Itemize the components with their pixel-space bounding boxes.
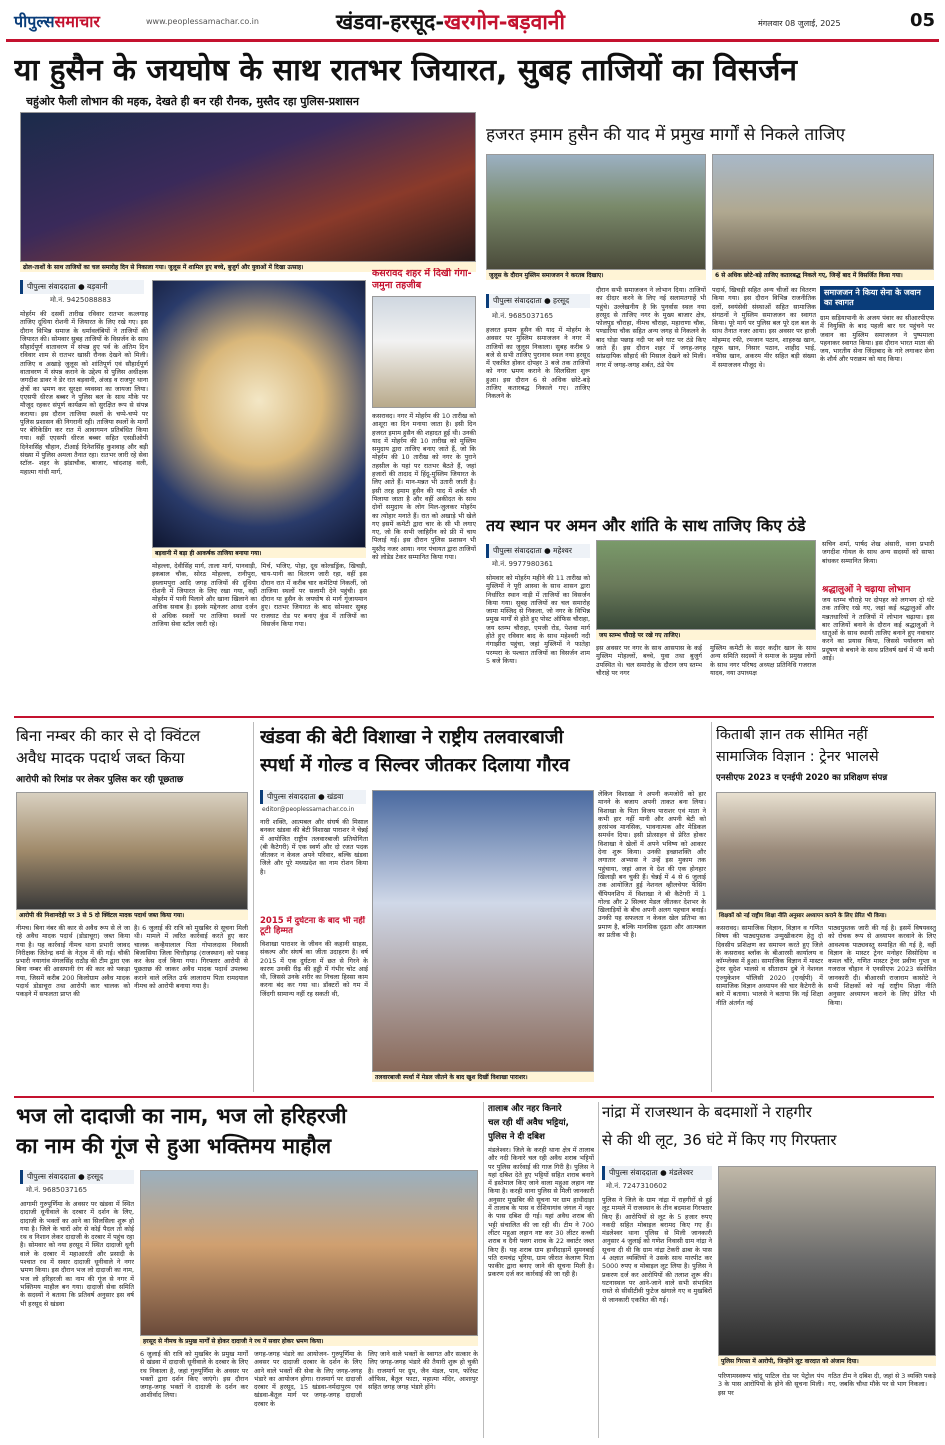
trainer-seminar-photo — [716, 792, 936, 910]
trainer-body-1: कसरावद। सामाजिक विज्ञान, विज्ञान व गणित विषय की पाठ्यपुस्तक उन्मुखीकरण हेतु दो दिवसीय प्रशिक्षण का समापन करते हुए जिले के कसरावद ब्लॉक के बीआरसी कार्यालय व कॉम्प्लेक्स में हुआ। सामाजिक विज्ञान में मास्टर ट्रेनर सुदेश भालसे व सीताराम दुबे ने नेशनल एज्युकेशन पॉलिसी 2020 (एनईपी) में सामाजिक विज्ञान अध्यापन की चार कैटेगरी के बारे में बताया। भालसे ने बताया कि नई शिक्षा नीति अंतर्गत नई — [716, 924, 823, 1007]
vishakha-body-2: विशाखा पाराशर के जीवन की कहानी साहस, संकल्प और संघर्ष का जीता उदाहरण है। वर्ष 2015 में एक दुर्घटना में छत से गिरने के कारण उनकी रीढ़ की हड्डी में गंभीर चोट आई थी, जिससे उनके शरीर का निचला हिस्सा काम करना बंद कर गया था। डॉक्टरों को गम में जिंदगी सामान्य नहीं रह सकती थी, — [260, 940, 368, 998]
harsud-photo-1 — [486, 154, 706, 270]
dadaji-mobile: मो.नं. 9685037165 — [26, 1186, 88, 1194]
maheshwar-body-4: सचिन शर्मा, पार्षद शेख अंसारी, थाना प्रभारी जगदीश गोयल के साथ अन्य सदस्यों को साफा बांधकर सम्मानित किया। — [822, 540, 934, 565]
vishakha-headline-2: स्पर्धा में गोल्ड व सिल्वर जीतकर दिलाया गौरव — [260, 755, 570, 776]
lead-byline: पीपुल्स संवाददाता ● बड़वानी — [20, 280, 144, 294]
vishakha-body-1: नारी शक्ति, आत्मबल और संघर्ष की मिसाल बनकर खंडवा की बेटी विशाखा पाराशर ने चेन्नई में आयोजित राष्ट्रीय तलवारबाजी प्रतियोगिता (बी कैटेगरी) में एक स्वर्ण और दो रजत पदक जीतकर न केवल अपने परिवार, बल्कि खंडवा जिले और पूरे मध्यप्रदेश का नाम रोशन किया है। — [260, 818, 368, 876]
lead-body-2: मोहल्ला, देवीसिंह मार्ग, ताला मार्ग, पानवाड़ी, इकबाल चौक, सोरठ मोहल्ला, रानीपुरा, इस्लामपुरा आदि जगह ताजियों की दूधिया रोशनी में जियारत के लिए रखा गया, वहीं मोहर्रम में पानी पिलाने और खाना खिलाने का अधिक सवाब है। इसके मद्देनजर आधा दर्जन से अधिक स्थलों पर ताजिया स्थलों पर ताजिया सेवा स्टॉल जारी रहे। — [152, 562, 257, 629]
vishakha-medal-photo — [372, 790, 594, 1072]
robbery-headline-1: नांद्रा में राजस्थान के बदमाशों ने राहगीर — [602, 1103, 812, 1121]
maheshwar-body-3: मुस्लिम कमेटी के सदर कदीर खान के साथ अन्य समिति सदस्यों ने समाज के प्रमुख लोगों के साथ नगर परिषद अध्यक्ष प्रतिनिधि गजराज यादव, नया उपाध्यक्ष — [710, 644, 816, 677]
trainer-photo-caption: शिक्षकों को नई राष्ट्रीय शिक्षा नीति अनुसार अध्यापन कराने के लिए प्रेरित भी किया। — [716, 910, 936, 920]
kasrawad-headline: कसरावद शहर में दिखी गंगा-जमुना तहजीब — [372, 268, 472, 291]
trainer-kicker: एनसीएफ 2023 व एनईपी 2020 का प्रशिक्षण संपन्न — [716, 773, 888, 783]
maheshwar-byline: पीपुल्स संवाददाता ● महेश्वर — [486, 544, 590, 558]
vishakha-headline-1: खंडवा की बेटी विशाखा ने राष्ट्रीय तलवारबाजी — [260, 727, 564, 748]
vishakha-photo-caption: तलवारबाजी स्पर्धा में मेडल जीतने के बाद खुश दिखीं विशाखा पाराशर। — [372, 1072, 594, 1082]
dadaji-photo-caption: हरसूद से नीमच के प्रमुख मार्गों से होकर दादाजी ने रथ में सवार होकर भ्रमण किया। — [140, 1336, 478, 1346]
robbery-body-3: गठित टीम ने दबिश दी, जहां से 3 व्यक्ति पकड़े गए, जबकि चौथा मौके पर से भाग निकला। — [828, 1372, 936, 1389]
column-rule-3 — [483, 1102, 484, 1438]
vishakha-subhead: 2015 में दुर्घटना के बाद भी नहीं टूटी हिम्मत — [260, 916, 365, 936]
section-divider-top — [14, 716, 934, 718]
maheshwar-mobile: मो.नं. 9977980361 — [492, 560, 554, 568]
harsud-box-title: समाजजन ने किया सेना के जवान का स्वागत — [820, 286, 934, 310]
trainer-body-2: पाठ्यपुस्तक जारी की गई है। इसमें विषयवस्तु को रोचक रूप से अध्यापन करवाने के लिए आवश्यक पाठ्यवस्तु समाहित की गई है, वहीं विज्ञान के मास्टर ट्रेनर मनोहर सिसोदिया व कमल चौरे, गणित मास्टर ट्रेनर प्रवीण गुप्ता व गजराज चौहान ने एनसीएफ 2023 संशोधित जानकारी दी। बीआरसी राजाराम कासोटे ने सभी शिक्षकों को नई राष्ट्रीय शिक्षा नीति अनुसार अध्यापन कराने के लिए प्रेरित भी किया। — [828, 924, 936, 1007]
robbery-accused-photo — [718, 1166, 936, 1356]
maheshwar-body-1: सोमवार को मोहर्रम महीने की 11 तारीख को मुस्लिमों ने पूरी आस्था के साथ शासन द्वारा निर्धारित स्थान नाड़ी में ताजियों का विसर्जन किया गया। सुबह ताजियों का चल समारोह जामा मस्जिद से निकला, जो नगर के विभिन्न प्रमुख मार्गों से होते हुए पोस्ट ऑफिस चौराहा, जय स्तम्भ चौराहा, एमजी रोड, पेशवा मार्ग होते हुए रविवार बाद के साथ महेश्वरी नदी गंगाझीरा पहुंचा, जहां मुस्लिमों ने फातेहा परम्परा के पश्चात ताजियों का विसर्जन शाम 5 बजे किया। — [486, 574, 590, 665]
kasrawad-body: कसरावद। नगर में मोहर्रम की 10 तारीख को आशूरा का दिन मनाया जाता है। इसी दिन हजरत इमाम हुसैन की शहादत हुई थी। उनकी याद में मोहर्रम की 10 तारीख को मुस्लिम समुदाय द्वारा ताजिए बनाए जाते हैं, जो कि मोहर्रम की 10 तारीख को नगर के पुराने तहसील के यहां पर रातभर बैठते हैं, जहां हजारों की तादाद में हिंदू-मुस्लिम जियारत के लिए आते हैं। मान-मन्नत भी उतारी जाती है। इसी तरह इमाम हुसैन की याद में शर्बत भी पिलाया जाता है और वहीं अकीदत के साथ दोनों समुदाय के लोग मिल-जुलकर मोहर्रम का त्योहार मनाते हैं। रात को अखाड़े भी खेले गए इसमें कमेटी द्वारा चार के सी भी लगाए गए, जो कि सभी जाहिरीन को फ्री में चाय पिलाई गई। इस दौरान पुलिस प्रशासन भी मुस्तैद नजर आया। नगर पंचायत द्वारा ताजियों को लोडेड टेकर सम्मानित किया गया। — [372, 412, 476, 562]
robbery-byline: पीपुल्स संवाददाता ● मंडलेश्वर — [602, 1166, 712, 1180]
dadaji-body-4: लिए जाने वाले भक्तों के स्वागत और सत्कार के लिए जगह-जगह भंडारे की तैयारी शुरू हो चुकी है। राजमार्ग पर ग्रुप, जैन मंडल, पान, फॉरेस्ट ऑफिस, बैतूल फाटा, महात्मा मंदिर, आशापुर सहित जगह जगह भंडारे होंगे। — [368, 1350, 478, 1392]
logo-left: पीपुल्स — [14, 12, 55, 31]
liquor-headline-3: पुलिस ने दी दबिश — [488, 1132, 545, 1142]
issue-date: मंगलवार 08 जुलाई, 2025 — [758, 19, 841, 28]
lead-body-3: मिर्च, भजिए, पोहा, दूध कोल्डड्रिंक, खिचड़ी, चाय-पानी का वितरण जारी रहा, वहीं इस दौरान रात में करीब चार कमेटियां निकलीं, जो ताजिया स्थलों पर सलामी देने पहुंची। इस दौरान या हुसैन के जयघोष से मार्ग गूंजायमान हुए। रातभर जियारत के बाद सोमवार सुबह राजघाट रोड पर बनाए कुंड में ताजियों का विसर्जन किया गया। — [261, 562, 367, 629]
car-seizure-photo — [16, 792, 248, 910]
car-kicker: आरोपी को रिमांड पर लेकर पुलिस कर रही पूछताछ — [16, 775, 184, 785]
kasrawad-photo — [372, 296, 476, 408]
newspaper-page — [6, 4, 939, 1440]
vishakha-body-3: लेकिन विशाखा ने अपनी कमजोरी को हार मानने के बजाय अपनी ताकत बना लिया। विशाखा के पिता विजय पाराशर एवं माता ने कभी हार नहीं मानी और अपनी बेटी को हरसंभव मानसिक, भावनात्मक और मेडिकल समर्थन दिया। इसी प्रोत्साहन से प्रेरित होकर विशाखा ने खेलों में अपने भविष्य को आकार देना शुरू किया। उनकी इच्छाशक्ति और लगातार अभ्यास ने उन्हें इस मुकाम तक पहुंचाया, जहां आज वे देश की एक होनहार खिलाड़ी बन चुकी हैं। चेन्नई में 4 से 6 जुलाई तक आयोजित हुई नेशनल व्हीलचेयर फेंसिंग चैंपियनशिप में विशाखा ने बी कैटेगरी में 1 गोल्ड और 2 सिल्वर मेडल जीतकर देशभर के खिलाड़ियों के बीच अपनी अलग पहचान बनाई। उनकी यह सफलता न केवल खेल प्रतिभा का प्रमाण है, बल्कि मानसिक दृढ़ता और आत्मबल का प्रतीक भी है। — [598, 790, 706, 940]
masthead — [6, 4, 939, 42]
dadaji-body-2: 6 जुलाई की रात्रि को मुखबिर के प्रमुख मार्गों से खंडवा में दादाजी धूनीवाले के दरबार के लिए रथ निकाला है, जहां गुरुपूर्णिमा के अवसर पर भक्तों द्वारा दर्शन किए जाएंगे। इस दौरान जगह-जगह भक्तों ने दादाजी के दर्शन कर आशीर्वाद लिया। — [140, 1350, 248, 1400]
harsud-box-body: ग्राम सड़ियापानी के अजय पंवार का सीआरपीएफ में नियुक्ति के बाद पहली बार घर पहुंचने पर जवान का मुस्लिम समाजजन ने पुष्पमाला पहनाकर स्वागत किया। इस दौरान भारत माता की जय, भारतीय सेना जिंदाबाद के नारे लगाकर सेना के शौर्य और पराक्रम को याद किया। — [820, 314, 934, 364]
maheshwar-body-2: इस अवसर पर नगर के साथ आसपास के कई मुस्लिम मोहल्लों, बच्चे, युवा तथा बुजुर्ग उपस्थित थे। चल समारोह के दौरान जय स्तम्भ चौराहे पर नगर — [596, 644, 702, 677]
section-title-black: खंडवा-हरसूद- — [336, 10, 445, 34]
dadaji-chariot-photo — [140, 1170, 478, 1336]
harsud-headline: हजरत इमाम हुसैन की याद में प्रमुख मार्गों से निकले ताजिए — [486, 125, 845, 145]
harsud-photo-1-caption: जुलूस के दौरान मुस्लिम समाजजन ने करतब दिखाए। — [486, 270, 706, 280]
maheshwar-box-body: जय स्तम्भ चौराहे पर दोपहर को लगभग दो घंटे तक ताजिए रखे गए, जहां कई श्रद्धालुओं और मन्नतधारियों ने ताजियों में लोभान चढ़ाया। इस बार ताजियों बनाने के दौरान कई श्रद्धालुओं ने धातुओं के साथ स्थायी ताजिए बनाने हुए नवाचार करने का प्रयास किया, जिससे पर्यावरण को प्रदूषण से बचाने के साथ प्रतिवर्ष खर्च में भी कमी आई। — [822, 596, 934, 663]
column-rule-1 — [253, 722, 254, 1092]
harsud-body-3: पदार्थ, खिचड़ी सहित अन्य चीजों का वितरण किया गया। इस दौरान विभिन्न राजनीतिक दलों, स्वयंसेवी संस्थाओं सहित सामाजिक संगठनों ने मुस्लिम समाजजन का स्वागत किया। पूरे मार्ग पर पुलिस बल पूरे दल बल के साथ तैनात नजर आया। इस अवसर पर हाजी मोहम्मद रफी, रमजान पठान, शाहरुख खान, रहूफ खान, निसार पठान, शाहीद भाई, नफीस खान, अकरम मीर सहित बड़ी संख्या में समाजजन मौजूद थे। — [712, 286, 816, 369]
column-rule-4 — [598, 1102, 599, 1438]
dadaji-headline-1: भज लो दादाजी का नाम, भज लो हरिहरजी — [16, 1104, 347, 1128]
car-body-2: है। 6 जुलाई की रात्रि को मुखबिर से सूचना मिली थी। मामले में त्वरित कार्रवाई करते हुए कार चालक कन्हैयालाल पिता गोपालदास निवासी बिजासिया जिला चित्तौड़गढ़ (राजस्थान) को पकड़ कर केस दर्ज किया गया। गिरफ्तार आरोपी से पूछताछ की जाकर अवैध मादक पदार्थ उपलब्ध कराने वाले ललित उर्फ लालाराम पिता रामदयाल नीमच को आरोपी बनाया गया है। — [134, 924, 248, 991]
harsud-body-2: दौरान सभी समाजजन ने लोभान दिया। ताजियों का दीदार करने के लिए नई सलामतगाहें भी पहुंचे। उल्लेखनीय है कि पुनर्वास स्थल नया हरसूद से ताजिए नगर के मुख्य बाजार क्षेत्र, फोलपुड चौराहा, नीमच चौराहा, महाराणा चौक, पण्डारिया चौक सहित अन्य जगह से निकलने के बाद घोड़ा पछाड़ नदी पर बने घाट पर ठंडे किए जाते हैं। इस दौरान शहर में जगह-जगह सांप्रदायिक सौहार्द की मिसाल देखने को मिली। नगर में जगह-जगह शर्बत, ठंडे पेय — [596, 286, 706, 369]
page-number: 05 — [909, 10, 935, 31]
vishakha-email: editor@peoplessamachar.co.in — [262, 806, 355, 813]
vishakha-byline: पीपुल्स संवाददाता ● खंडवा — [260, 790, 366, 804]
lead-kicker: चहुंओर फैली लोभान की महक, देखते ही बन रही रौनक, मुस्तैद रहा पुलिस-प्रशासन — [26, 95, 359, 108]
dadaji-byline: पीपुल्स संवाददाता ● हरसूद — [20, 1170, 134, 1184]
harsud-mobile: मो.नं. 9685037165 — [492, 312, 554, 320]
harsud-photo-2-caption: 6 से अधिक छोटे-बड़े ताजिए कतारबद्ध निकले गए, जिन्हें बाद में विसर्जित किया गया। — [712, 270, 934, 280]
maheshwar-box-head: श्रद्धालुओं ने चढ़ाया लोभान — [822, 585, 911, 595]
robbery-headline-2: से की थी लूट, 36 घंटे में किए गए गिरफ्तार — [602, 1131, 837, 1149]
dadaji-headline-2: का नाम की गूंज से हुआ भक्तिमय माहौल — [16, 1134, 332, 1158]
logo-right: समाचार — [54, 12, 100, 31]
lead-tazia-photo — [152, 280, 366, 548]
dadaji-body-1: आगामी गुरुपूर्णिमा के अवसर पर खंडवा में स्थित दादाजी धूनीवाले के दरबार में दर्शन के लिए, दादाजी के भक्तों का आने का सिलसिला शुरू हो गया है। जिले के चारों ओर से कोई पैदल तो कोई रथ व निशान लेकर दादाजी के दरबार में पहुंच रहा है। सोमवार को नया हरसूद में स्थित दादाजी धूनी वाले के दरबार में महाआरती और प्रसादी के पश्चात रथ में सवार दादाजी धूनीवाले ने नगर भ्रमण किया। इस दौरान भज लो दादाजी का नाम, भज लो हरिहरजी का नाम की गूंज से नगर में भक्तिमय माहौल बन गया। दादाजी सेवा समिति के सदस्यों ने बताया कि प्रतिवर्ष अनुसार इस वर्ष भी हरसूद से खंडवा — [20, 1200, 134, 1308]
liquor-headline-1: तालाब और नहर किनारे — [488, 1104, 562, 1114]
section-title-red: खरगोन-बड़वानी — [444, 10, 565, 34]
liquor-headline-2: चल रही थीं अवैध भट्टियां, — [488, 1118, 569, 1128]
maheshwar-photo — [596, 540, 816, 630]
car-body-1: नीमच। बिना नंबर की कार से अवैध रूप से ले जा रहे अवैध मादक पदार्थ (डोडाचूरा) जब्त किया गया है। यह कार्रवाई नीमच थाना प्रभारी जावद निरीक्षक जितेन्द्र वर्मा के नेतृत्व में की गई। चौकी प्रभारी नयागांव मंगलसिंह राठौड़ की टीम द्वारा एक बिना नम्बर की आसपानी रंग की कार को पकड़ा गया, जिसमें करीब 200 किलोग्राम अवैध मादक पदार्थ डोडाचूरा तथा आरोपी कार चालक को पकड़ने में सफलता प्राप्त की — [16, 924, 130, 999]
car-headline-1: बिना नम्बर की कार से दो क्विंटल — [16, 727, 201, 745]
lead-mobile: मो.नं. 9425088883 — [50, 296, 112, 304]
robbery-body-1: पुलिस ने जिले के ग्राम नांद्रा में राहगीरों से हुई लूट मामले में राजस्थान के तीन बदमाश गिरफ्तार किए हैं। आरोपियों से लूट के 5 हजार रुपए नकदी सहित मोबाइल बरामद किए गए हैं। मंडलेश्वर थाना पुलिस से मिली जानकारी अनुसार 4 जुलाई को गणेश निवासी ग्राम नांद्रा ने सूचना दी थी कि ग्राम नांद्रा टेकरी ढाबा के पास 4 अज्ञात व्यक्तियों ने उसके साथ मारपीट कर 5000 रुपए व मोबाइल लूट लिया है। पुलिस ने प्रकरण दर्ज कर आरोपियों की तलाश शुरू की। घटनास्थल पर आने-जाने वाले सभी संभावित रास्ते से सीसीटीवी फुटेज खंगाले गए व मुखबिरों से जानकारी एकत्रित की गई। — [602, 1196, 712, 1304]
dadaji-body-3: जगह-जगह भंडारे का आयोजन- गुरुपूर्णिमा के अवसर पर दादाजी दरबार के दर्शन के लिए आने वाले भक्तों की सेवा के लिए जगह-जगह भंडारे का आयोजन होगा। राजमार्ग पर दादाजी दरबार में हरसूद, 15 खंडवा-नर्मदापुरम एवं खंडवा-बैतूल मार्ग पर जगह-जगह दादाजी दरबार के — [254, 1350, 362, 1408]
lead-tazia-caption: बड़वानी में बड़ा ही आकर्षक ताजिया बनाया गया। — [152, 548, 366, 558]
newspaper-logo — [14, 10, 100, 32]
lead-headline: या हुसैन के जयघोष के साथ रातभर जियारत, सुबह ताजियों का विसर्जन — [14, 53, 798, 88]
lead-photo-caption: ढोल-ताशों के साथ ताजियों का चल समारोह दिन से निकाला गया। जुलूस में शामिल हुए बच्चे, बुजुर्ग और युवाओं में दिखा उत्साह। — [20, 262, 476, 272]
robbery-mobile: मो.नं. 7247310602 — [606, 1182, 668, 1190]
car-headline-2: अवैध मादक पदार्थ जब्त किया — [16, 749, 185, 767]
car-photo-caption: आरोपी की निशानदेही पर 3 से 5 दो क्विंटल मादक पदार्थ जब्त किया गया। — [16, 910, 248, 920]
section-title — [336, 8, 565, 36]
column-rule-2 — [711, 722, 712, 1092]
liquor-body: मंडलेश्वर। जिले के करही थाना क्षेत्र में तालाब और नदी किनारे चल रही अवैध शराब भट्टियों पर पुलिस कार्रवाई की गाज गिरी है। पुलिस ने यहां दबिश देते हुए भट्टियों सहित शराब बनाने में इस्तेमाल किए जाने वाला महुआ लहान नष्ट किया है। करही थाना पुलिस से मिली जानकारी अनुसार मुखबिर की सूचना पर ग्राम हाथीदाड़ा में तालाब के पास व रोशियागांव जंगल में नहर के पास दबिश दी गई। यहां अवैध शराब की भट्टी संचालित की जा रही थी। टीम ने 700 लीटर महुआ लहान नष्ट कर 30 लीटर कच्ची शराब व दैनी फ्लग शराब के 22 क्वार्टर जब्त किए हैं। यह शराब ग्राम हाथीदाड़ामें सुमनबाई पति रामचंद्र भूरिया, ग्राम जीरात केलाण पिता फाकीर द्वारा बनाए जाने की सूचना मिली है। प्रकरण दर्ज कर कार्रवाई की जा रही है। — [488, 1146, 594, 1279]
lead-body-1: मोहर्रम की दसवीं तारीख रविवार रातभर कत्लगाह ताजिए दूधिया रोशनी में जियारत के लिए रखे गए। इस दौरान विभिन्न समाज के धर्मावलंबियों ने ताजियों की जियारत की। सोमवार सुबह ताजियों के विसर्जन के साथ सौहार्दपूर्ण वातावरण में संपन्न हुए पर्व के अंतिम दिन रविवार शाम से रातभर खासी रौनक देखने को मिली। ताजिए व अखाड़े जुलूस को शांतिपूर्ण एवं सौहार्दपूर्ण वातावरण में संपन्न कराने के उद्देश्य से पुलिस अधीक्षक जगदीश डावर ने डेर रात बड़वानी, अंजड़ व राजपुर थाना क्षेत्रों का भ्रमण कर सुरक्षा व्यवस्था का जायजा लिया। एएसपी धीरज बब्बर ने पुलिस बल के साथ मौके पर मौजूद रहकर संपूर्ण कार्यक्रम को सुरक्षित रूप से संपन्न कराया। इस दौरान ताजिया स्थलों के चप्पे-चप्पे पर पुलिस प्रशासन की निगरानी रही। ताजिया स्थलों के मार्गों पर बेरिकेडिंग कर रात में आवागमन प्रतिबंधित किया गया। वहीं एएसपी धीरज बब्बर सहित एसडीओपी दिनेशसिंह चौहान, टीआई दिनेशसिंह कुशवाह और बड़ी संख्या में पुलिस अमला तैनात रहा। रातभर जारी रहे सेवा स्टॉल- शहर के झंडाचौक, बाजार, चांदशाह वली, महात्मा गांधी मार्ग, — [20, 310, 148, 476]
section-divider-bottom — [14, 1096, 934, 1098]
maheshwar-photo-caption: जय स्तम्भ चौराहे पर रखे गए ताजिए। — [596, 630, 816, 640]
harsud-body-1: हजरत इमाम हुसैन की याद में मोहर्रम के अवसर पर मुस्लिम समाजजन ने नगर में ताजियों का जुलूस निकाला। सुबह करीब 9 बजे से सभी ताजिए पुरानाव स्थल नया हरसूद में एकत्रित होकर दोपहर 3 बजे तक ताजियों को नगर भ्रमण कराने के सिलसिला शुरू हुआ। इस दौरान 6 से अधिक छोटे-बड़े ताजिए कतारबद्ध निकाले गए। ताजिए निकलने के — [486, 326, 590, 401]
maheshwar-headline: तय स्थान पर अमन और शांति के साथ ताजिए किए ठंडे — [486, 516, 806, 535]
robbery-photo-caption: पुलिस गिरफ्त में आरोपी, जिन्होंने लूट वारदात को अंजाम दिया। — [718, 1356, 936, 1366]
trainer-headline-1: किताबी ज्ञान तक सीमित नहीं — [716, 727, 868, 743]
website-url: www.peoplessamachar.co.in — [146, 17, 259, 26]
harsud-photo-2 — [712, 154, 934, 270]
trainer-headline-2: सामाजिक विज्ञान : ट्रेनर भालसे — [716, 749, 879, 765]
lead-procession-photo — [20, 112, 476, 262]
harsud-byline: पीपुल्स संवाददाता ● हरसूद — [486, 294, 590, 308]
robbery-body-2: परिणामस्वरूप चांदू पाटिल रोड पर पेट्रोल पंप 3 के पास आरोपियों के होने की सूचना मिली। इस पर — [718, 1372, 824, 1397]
